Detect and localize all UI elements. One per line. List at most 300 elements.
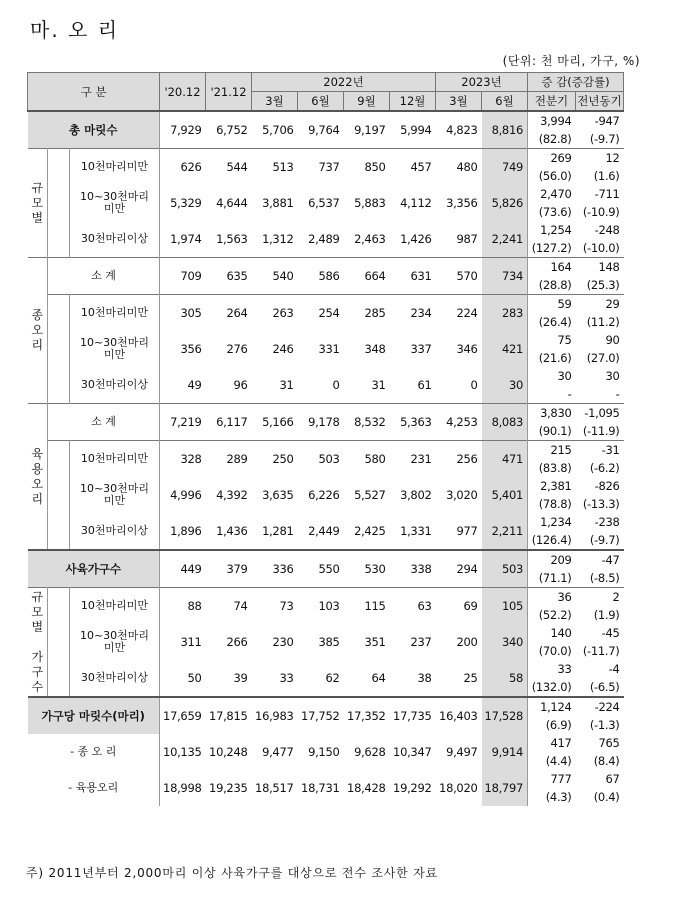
cell-s1-qp: (56.0) xyxy=(528,167,576,185)
row-label-per_meat: - 육용오리 xyxy=(68,781,119,794)
cell-s2-qp: (73.6) xyxy=(528,203,576,221)
cell-seed1-6: 224 xyxy=(456,306,478,320)
cell-s3-0: 1,974 xyxy=(160,221,206,258)
cell-meat3-2: 1,281 xyxy=(262,524,294,538)
header-gubun: 구 분 xyxy=(28,73,160,112)
cell-hh1-7: 105 xyxy=(482,588,528,625)
cell-seed3-1: 96 xyxy=(233,378,248,392)
cell-seed1-0: 305 xyxy=(160,295,206,332)
cell-s2-5: 4,112 xyxy=(400,196,432,210)
cell-total-q: 3,994 xyxy=(528,111,576,130)
row-label-seed3: 30천마리이상 xyxy=(70,367,160,404)
table-row-per_seed xyxy=(28,734,624,752)
cell-seed_sub-3: 586 xyxy=(318,269,340,283)
cell-seed1-5: 234 xyxy=(410,306,432,320)
row-label-hh3: 30천마리이상 xyxy=(70,660,160,697)
cell-hh-qp: (71.1) xyxy=(528,569,576,588)
cell-hh3-6: 25 xyxy=(463,671,478,685)
header-m12: 12월 xyxy=(390,92,436,112)
cell-s3-q: 1,254 xyxy=(528,221,576,239)
cell-hh1-qp: (52.2) xyxy=(528,606,576,624)
cell-total-5: 5,994 xyxy=(400,123,432,137)
table-row-hh2 xyxy=(28,624,624,642)
cell-hh3-4: 64 xyxy=(371,671,386,685)
group-label-meat: 육 용 오 리 xyxy=(28,404,48,551)
cell-hh1-0: 88 xyxy=(160,588,206,625)
cell-hh1-5: 63 xyxy=(417,599,432,613)
cell-s3-qp: (127.2) xyxy=(528,239,576,258)
cell-seed_sub-yp: (25.3) xyxy=(586,278,620,292)
cell-s1-0: 626 xyxy=(160,149,206,186)
header-prev-q: 전분기 xyxy=(528,92,576,112)
table-row-s1 xyxy=(28,149,624,168)
cell-hh1-2: 73 xyxy=(279,599,294,613)
cell-meat_sub-1: 6,117 xyxy=(216,415,248,429)
cell-hh2-2: 230 xyxy=(272,635,294,649)
cell-hh2-5: 237 xyxy=(410,635,432,649)
row-label-hh1: 10천마리미만 xyxy=(70,588,160,625)
cell-meat2-4: 5,527 xyxy=(354,488,386,502)
cell-s3-y: -248 xyxy=(594,223,620,237)
row-label-hh: 사육가구수 xyxy=(28,550,160,588)
cell-hh-0: 449 xyxy=(160,550,206,588)
header-2112: '21.12 xyxy=(206,73,252,112)
cell-s2-6: 3,356 xyxy=(446,196,478,210)
cell-meat_sub-qp: (90.1) xyxy=(528,422,576,441)
cell-per_seed-0: 10,135 xyxy=(160,734,206,770)
cell-per-yp: (-1.3) xyxy=(589,718,620,732)
table-row-per_meat xyxy=(28,770,624,788)
cell-hh2-7: 340 xyxy=(482,624,528,660)
cell-s2-q: 2,470 xyxy=(528,185,576,203)
row-label-seed_sub: 소 계 xyxy=(91,269,116,282)
cell-seed_sub-1: 635 xyxy=(226,269,248,283)
cell-seed1-y: 29 xyxy=(605,297,620,311)
table-row-meat1 xyxy=(28,441,624,460)
cell-meat1-3: 503 xyxy=(318,452,340,466)
cell-seed2-3: 331 xyxy=(318,342,340,356)
cell-total-7: 8,816 xyxy=(482,111,528,149)
cell-meat3-qp: (126.4) xyxy=(528,531,576,550)
cell-seed2-1: 276 xyxy=(226,342,248,356)
cell-s2-4: 5,883 xyxy=(354,196,386,210)
cell-seed_sub-7: 734 xyxy=(482,258,528,295)
cell-hh2-0: 311 xyxy=(160,624,206,660)
cell-s3-yp: (-10.0) xyxy=(582,241,620,255)
indent-spacer xyxy=(48,513,70,550)
cell-seed2-5: 337 xyxy=(410,342,432,356)
indent-spacer xyxy=(48,441,70,478)
cell-per-7: 17,528 xyxy=(482,697,528,734)
cell-per_seed-qp: (4.4) xyxy=(528,752,576,770)
cell-meat2-q: 2,381 xyxy=(528,477,576,495)
cell-hh-q: 209 xyxy=(528,550,576,569)
cell-per-qp: (6.9) xyxy=(528,716,576,734)
row-label-s3: 30천마리이상 xyxy=(70,221,160,258)
cell-hh3-qp: (132.0) xyxy=(528,678,576,697)
cell-meat1-2: 250 xyxy=(272,452,294,466)
cell-per_meat-5: 19,292 xyxy=(393,781,432,795)
cell-s3-3: 2,489 xyxy=(308,232,340,246)
cell-seed3-qp: - xyxy=(528,385,576,404)
cell-total-4: 9,197 xyxy=(354,123,386,137)
indent-spacer xyxy=(48,331,70,367)
cell-total-yp: (-9.7) xyxy=(589,132,620,146)
table-row-seed3 xyxy=(28,367,624,385)
cell-meat2-7: 5,401 xyxy=(482,477,528,513)
cell-hh1-3: 103 xyxy=(318,599,340,613)
cell-hh3-7: 58 xyxy=(482,660,528,697)
cell-meat3-yp: (-9.7) xyxy=(589,533,620,547)
indent-spacer xyxy=(48,221,70,258)
cell-s1-y: 12 xyxy=(605,151,620,165)
cell-seed3-4: 31 xyxy=(371,378,386,392)
cell-per_seed-q: 417 xyxy=(528,734,576,752)
cell-seed3-yp: - xyxy=(615,387,620,401)
cell-s2-y: -711 xyxy=(594,187,620,201)
cell-meat_sub-q: 3,830 xyxy=(528,404,576,423)
cell-per-0: 17,659 xyxy=(160,697,206,734)
cell-meat1-yp: (-6.2) xyxy=(589,461,620,475)
cell-hh-4: 530 xyxy=(364,562,386,576)
cell-s3-5: 1,426 xyxy=(400,232,432,246)
group-label-scale: 규 모 별 xyxy=(28,149,48,258)
cell-seed3-7: 30 xyxy=(482,367,528,404)
cell-meat3-1: 1,436 xyxy=(216,524,248,538)
cell-hh2-yp: (-11.7) xyxy=(582,644,620,658)
cell-per-q: 1,124 xyxy=(528,697,576,716)
cell-hh-y: -47 xyxy=(601,553,620,567)
cell-s1-4: 850 xyxy=(364,160,386,174)
indent-spacer xyxy=(48,185,70,221)
cell-s1-7: 749 xyxy=(482,149,528,186)
cell-s3-4: 2,463 xyxy=(354,232,386,246)
cell-hh1-y: 2 xyxy=(612,590,620,604)
cell-meat2-yp: (-13.3) xyxy=(582,497,620,511)
cell-seed_sub-4: 664 xyxy=(364,269,386,283)
cell-seed2-yp: (27.0) xyxy=(586,351,620,365)
cell-hh2-4: 351 xyxy=(364,635,386,649)
cell-hh3-2: 33 xyxy=(279,671,294,685)
header-2022: 2022년 xyxy=(252,73,436,92)
cell-per-3: 17,752 xyxy=(301,709,340,723)
cell-total-3: 9,764 xyxy=(308,123,340,137)
table-row-hh xyxy=(28,550,624,569)
cell-s3-2: 1,312 xyxy=(262,232,294,246)
row-label-total: 총 마릿수 xyxy=(28,111,160,149)
cell-per_meat-4: 18,428 xyxy=(347,781,386,795)
table-row-meat3 xyxy=(28,513,624,531)
cell-s1-1: 544 xyxy=(226,160,248,174)
cell-hh1-q: 36 xyxy=(528,588,576,607)
row-label-per_seed: - 종 오 리 xyxy=(70,745,117,758)
cell-meat3-4: 2,425 xyxy=(354,524,386,538)
cell-hh3-1: 39 xyxy=(233,671,248,685)
cell-hh1-yp: (1.9) xyxy=(593,608,620,622)
header-change: 증 감(증감률) xyxy=(528,73,624,92)
cell-per_meat-6: 18,020 xyxy=(439,781,478,795)
cell-s3-6: 987 xyxy=(456,232,478,246)
cell-seed_sub-2: 540 xyxy=(272,269,294,283)
indent-spacer xyxy=(48,295,70,332)
cell-hh2-q: 140 xyxy=(528,624,576,642)
cell-per_meat-yp: (0.4) xyxy=(593,790,620,804)
cell-hh2-1: 266 xyxy=(226,635,248,649)
cell-s1-2: 513 xyxy=(272,160,294,174)
cell-meat3-5: 1,331 xyxy=(400,524,432,538)
cell-per_seed-7: 9,914 xyxy=(482,734,528,770)
cell-hh3-yp: (-6.5) xyxy=(589,680,620,694)
duck-statistics-table xyxy=(27,72,624,806)
cell-per_meat-y: 67 xyxy=(605,772,620,786)
indent-spacer xyxy=(48,660,70,697)
cell-hh2-6: 200 xyxy=(456,635,478,649)
cell-meat1-y: -31 xyxy=(601,443,620,457)
cell-meat1-qp: (83.8) xyxy=(528,459,576,477)
cell-per_meat-q: 777 xyxy=(528,770,576,788)
header-m6: 6월 xyxy=(298,92,344,112)
cell-seed_sub-5: 631 xyxy=(410,269,432,283)
cell-meat1-4: 580 xyxy=(364,452,386,466)
cell-s1-yp: (1.6) xyxy=(593,169,620,183)
header-m6b: 6월 xyxy=(482,92,528,112)
table-row-seed1 xyxy=(28,295,624,314)
cell-s2-1: 4,644 xyxy=(216,196,248,210)
indent-spacer xyxy=(48,367,70,404)
cell-meat3-0: 1,896 xyxy=(160,513,206,550)
header-m3: 3월 xyxy=(252,92,298,112)
header-m3b: 3월 xyxy=(436,92,482,112)
table-row-seed_sub xyxy=(28,258,624,277)
cell-meat1-5: 231 xyxy=(410,452,432,466)
cell-meat_sub-5: 5,363 xyxy=(400,415,432,429)
cell-meat1-7: 471 xyxy=(482,441,528,478)
cell-meat3-6: 977 xyxy=(456,524,478,538)
cell-per-2: 16,983 xyxy=(255,709,294,723)
cell-per_seed-5: 10,347 xyxy=(393,745,432,759)
cell-per_meat-0: 18,998 xyxy=(160,770,206,806)
cell-per_meat-1: 19,235 xyxy=(209,781,248,795)
cell-meat1-0: 328 xyxy=(160,441,206,478)
cell-meat2-3: 6,226 xyxy=(308,488,340,502)
cell-per-1: 17,815 xyxy=(209,709,248,723)
cell-seed3-y: 30 xyxy=(605,369,620,383)
cell-s2-2: 3,881 xyxy=(262,196,294,210)
cell-s1-5: 457 xyxy=(410,160,432,174)
cell-seed3-2: 31 xyxy=(279,378,294,392)
cell-meat_sub-2: 5,166 xyxy=(262,415,294,429)
header-2012: '20.12 xyxy=(160,73,206,112)
cell-total-2: 5,706 xyxy=(262,123,294,137)
cell-seed3-6: 0 xyxy=(470,378,478,392)
cell-hh1-6: 69 xyxy=(463,599,478,613)
cell-s1-3: 737 xyxy=(318,160,340,174)
row-label-s1: 10천마리미만 xyxy=(70,149,160,186)
cell-per_meat-7: 18,797 xyxy=(482,770,528,806)
cell-s1-q: 269 xyxy=(528,149,576,168)
cell-s2-3: 6,537 xyxy=(308,196,340,210)
cell-seed2-q: 75 xyxy=(528,331,576,349)
cell-total-6: 4,823 xyxy=(446,123,478,137)
table-row-s3 xyxy=(28,221,624,239)
table-row-hh1 xyxy=(28,588,624,607)
cell-meat3-y: -238 xyxy=(594,515,620,529)
cell-total-0: 7,929 xyxy=(160,111,206,149)
cell-seed3-q: 30 xyxy=(528,367,576,385)
cell-seed2-6: 346 xyxy=(456,342,478,356)
cell-meat3-q: 1,234 xyxy=(528,513,576,531)
cell-total-y: -947 xyxy=(594,114,620,128)
cell-s2-yp: (-10.9) xyxy=(582,205,620,219)
cell-hh3-3: 62 xyxy=(325,671,340,685)
cell-hh2-3: 385 xyxy=(318,635,340,649)
cell-total-1: 6,752 xyxy=(216,123,248,137)
indent-spacer xyxy=(48,588,70,625)
cell-per_seed-3: 9,150 xyxy=(308,745,340,759)
group-label-seed: 종 오 리 xyxy=(28,258,48,404)
cell-seed2-y: 90 xyxy=(605,333,620,347)
row-label-meat1: 10천마리미만 xyxy=(70,441,160,478)
cell-seed3-0: 49 xyxy=(160,367,206,404)
row-label-s2: 10~30천마리 미만 xyxy=(70,185,160,221)
cell-seed_sub-qp: (28.8) xyxy=(528,276,576,295)
cell-per_meat-3: 18,731 xyxy=(301,781,340,795)
cell-meat3-3: 2,449 xyxy=(308,524,340,538)
indent-spacer xyxy=(48,477,70,513)
cell-seed2-2: 246 xyxy=(272,342,294,356)
page-title: 마. 오 리 xyxy=(30,18,120,42)
cell-hh-yp: (-8.5) xyxy=(589,571,620,585)
cell-hh2-y: -45 xyxy=(601,626,620,640)
header-2023: 2023년 xyxy=(436,73,528,92)
cell-total-qp: (82.8) xyxy=(528,130,576,149)
cell-hh-6: 294 xyxy=(456,562,478,576)
table-row-meat_sub xyxy=(28,404,624,423)
cell-meat1-6: 256 xyxy=(456,452,478,466)
cell-meat_sub-3: 9,178 xyxy=(308,415,340,429)
cell-per_seed-y: 765 xyxy=(598,736,620,750)
cell-hh-3: 550 xyxy=(318,562,340,576)
cell-meat_sub-yp: (-11.9) xyxy=(582,424,620,438)
row-label-meat3: 30천마리이상 xyxy=(70,513,160,550)
cell-hh-7: 503 xyxy=(482,550,528,588)
cell-seed1-qp: (26.4) xyxy=(528,313,576,331)
cell-s3-7: 2,241 xyxy=(482,221,528,258)
cell-seed2-0: 356 xyxy=(160,331,206,367)
group-label-scale_hh: 규 모 별 가 구 수 xyxy=(28,588,48,698)
header-row-1 xyxy=(28,73,624,92)
cell-meat2-0: 4,996 xyxy=(160,477,206,513)
cell-s2-7: 5,826 xyxy=(482,185,528,221)
cell-seed_sub-0: 709 xyxy=(160,258,206,295)
cell-per-6: 16,403 xyxy=(439,709,478,723)
cell-hh3-q: 33 xyxy=(528,660,576,678)
cell-meat1-1: 289 xyxy=(226,452,248,466)
cell-seed_sub-q: 164 xyxy=(528,258,576,277)
cell-per_meat-2: 18,517 xyxy=(255,781,294,795)
cell-meat1-q: 215 xyxy=(528,441,576,460)
cell-seed3-5: 61 xyxy=(417,378,432,392)
table-row-meat2 xyxy=(28,477,624,495)
table-row-seed2 xyxy=(28,331,624,349)
cell-hh-5: 338 xyxy=(410,562,432,576)
row-label-seed1: 10천마리미만 xyxy=(70,295,160,332)
cell-seed_sub-y: 148 xyxy=(598,260,620,274)
cell-seed2-7: 421 xyxy=(482,331,528,367)
table-row-per xyxy=(28,697,624,716)
cell-meat_sub-7: 8,083 xyxy=(482,404,528,441)
cell-seed3-3: 0 xyxy=(332,378,340,392)
cell-meat2-y: -826 xyxy=(594,479,620,493)
cell-seed1-1: 264 xyxy=(226,306,248,320)
unit-label: (단위: 천 마리, 가구, %) xyxy=(502,54,640,68)
table-row-s2 xyxy=(28,185,624,203)
cell-s3-1: 1,563 xyxy=(216,232,248,246)
cell-seed1-2: 263 xyxy=(272,306,294,320)
cell-hh-2: 336 xyxy=(272,562,294,576)
cell-hh3-0: 50 xyxy=(160,660,206,697)
cell-per_seed-4: 9,628 xyxy=(354,745,386,759)
cell-s2-0: 5,329 xyxy=(160,185,206,221)
cell-meat_sub-4: 8,532 xyxy=(354,415,386,429)
cell-per_seed-6: 9,497 xyxy=(446,745,478,759)
cell-per_seed-yp: (8.4) xyxy=(593,754,620,768)
header-prev-y: 전년동기 xyxy=(576,92,624,112)
cell-seed1-4: 285 xyxy=(364,306,386,320)
row-label-meat2: 10~30천마리 미만 xyxy=(70,477,160,513)
table-row-hh3 xyxy=(28,660,624,678)
cell-seed1-q: 59 xyxy=(528,295,576,314)
cell-meat_sub-y: -1,095 xyxy=(584,406,620,420)
cell-seed1-7: 283 xyxy=(482,295,528,332)
cell-hh3-5: 38 xyxy=(417,671,432,685)
cell-per_seed-2: 9,477 xyxy=(262,745,294,759)
cell-hh-1: 379 xyxy=(226,562,248,576)
table-row-total xyxy=(28,111,624,130)
indent-spacer xyxy=(48,149,70,186)
cell-hh1-1: 74 xyxy=(233,599,248,613)
row-label-seed2: 10~30천마리 미만 xyxy=(70,331,160,367)
cell-per-y: -224 xyxy=(594,700,620,714)
row-label-per: 가구당 마릿수(마리) xyxy=(28,697,160,734)
cell-seed2-4: 348 xyxy=(364,342,386,356)
cell-per_seed-1: 10,248 xyxy=(209,745,248,759)
cell-meat2-qp: (78.8) xyxy=(528,495,576,513)
cell-hh2-qp: (70.0) xyxy=(528,642,576,660)
cell-per_meat-qp: (4.3) xyxy=(528,788,576,806)
indent-spacer xyxy=(48,624,70,660)
cell-seed_sub-6: 570 xyxy=(456,269,478,283)
cell-per-4: 17,352 xyxy=(347,709,386,723)
cell-meat3-7: 2,211 xyxy=(482,513,528,550)
cell-hh3-y: -4 xyxy=(608,662,620,676)
cell-seed1-yp: (11.2) xyxy=(586,315,620,329)
cell-meat_sub-6: 4,253 xyxy=(446,415,478,429)
cell-meat2-1: 4,392 xyxy=(216,488,248,502)
cell-meat2-5: 3,802 xyxy=(400,488,432,502)
cell-per-5: 17,735 xyxy=(393,709,432,723)
cell-meat2-2: 3,635 xyxy=(262,488,294,502)
cell-seed1-3: 254 xyxy=(318,306,340,320)
cell-s1-6: 480 xyxy=(456,160,478,174)
cell-meat_sub-0: 7,219 xyxy=(160,404,206,441)
cell-hh1-4: 115 xyxy=(364,599,386,613)
row-label-meat_sub: 소 계 xyxy=(91,415,116,428)
cell-meat2-6: 3,020 xyxy=(446,488,478,502)
header-m9: 9월 xyxy=(344,92,390,112)
cell-seed2-qp: (21.6) xyxy=(528,349,576,367)
footnote: 주) 2011년부터 2,000마리 이상 사육가구를 대상으로 전수 조사한 자료 xyxy=(26,866,438,880)
